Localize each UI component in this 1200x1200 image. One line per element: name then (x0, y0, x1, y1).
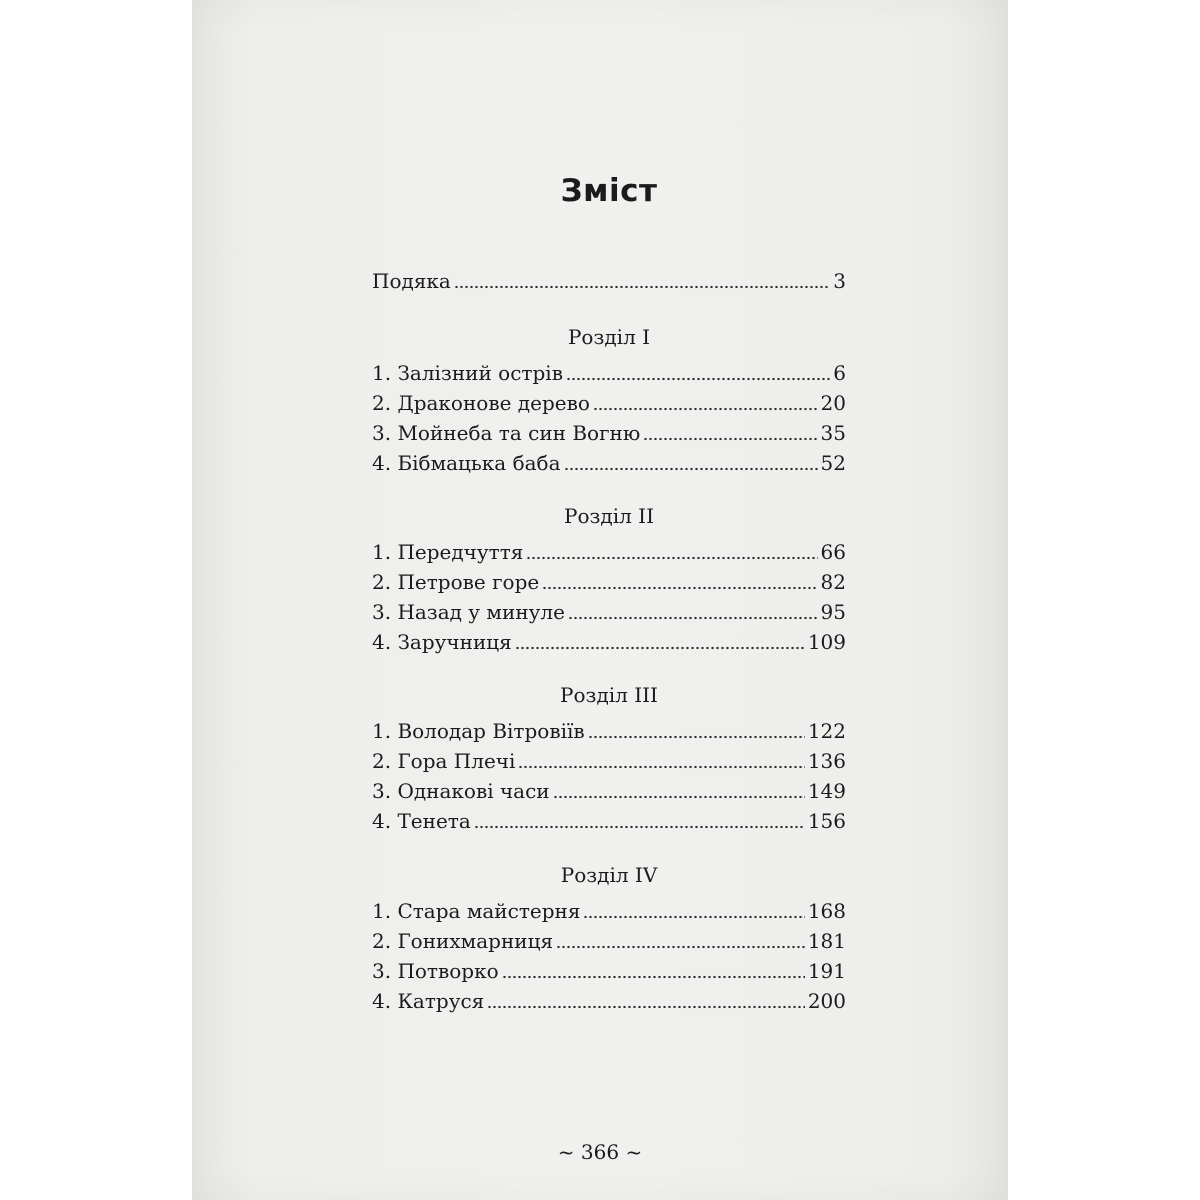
toc-entry-page: 156 (807, 809, 846, 833)
page-title: Зміст (560, 173, 658, 209)
toc-entry (372, 390, 846, 416)
toc-leader-dots (583, 914, 804, 920)
toc-entry (372, 718, 846, 744)
section-heading: Розділ III (560, 683, 658, 707)
toc-entry-page: 35 (820, 421, 846, 445)
toc-entry (372, 958, 846, 984)
toc-leader-dots (487, 1004, 805, 1010)
toc-entry (372, 539, 846, 565)
toc-leader-dots (643, 436, 817, 442)
toc-entry-label: 1. Залізний острів (372, 361, 563, 385)
toc-leader-dots (474, 824, 805, 830)
toc-entry (372, 898, 846, 924)
toc-entry-label: 4. Катруся (372, 989, 485, 1013)
toc-entry-label: 3. Потворко (372, 959, 499, 983)
page-number: ~ 366 ~ (557, 1140, 643, 1164)
toc-leader-dots (542, 585, 817, 591)
toc-entry-label: 3. Однакові часи (372, 779, 550, 803)
toc-entry (372, 450, 846, 476)
toc-entry-label: 1. Володар Вітровіїв (372, 719, 585, 743)
toc-entry-label: 1. Стара майстерня (372, 899, 581, 923)
toc-leader-dots (502, 974, 805, 980)
toc-entry-page: 82 (820, 570, 846, 594)
toc-entry-label: 4. Заручниця (372, 630, 512, 654)
toc-leader-dots (454, 284, 830, 290)
toc-entry (372, 928, 846, 954)
toc-leader-dots (518, 764, 804, 770)
toc-entry-page: 109 (807, 630, 846, 654)
toc-entry-page: 200 (807, 989, 846, 1013)
toc-leader-dots (553, 794, 805, 800)
toc-leader-dots (515, 645, 805, 651)
toc-entry-page: 95 (820, 600, 846, 624)
toc-leader-dots (526, 555, 817, 561)
toc-leader-dots (564, 466, 818, 472)
toc-entry-label: 4. Тенета (372, 809, 471, 833)
toc-entry (372, 360, 846, 386)
toc-leader-dots (588, 734, 805, 740)
toc-entry-page: 52 (820, 451, 846, 475)
section-heading: Розділ IV (560, 863, 658, 887)
toc-leader-dots (568, 615, 818, 621)
toc-entry (372, 420, 846, 446)
section-heading: Розділ II (564, 504, 654, 528)
toc-entry-page: 149 (807, 779, 846, 803)
toc-entry (372, 569, 846, 595)
toc-entry-label: 2. Петрове горе (372, 570, 540, 594)
toc-leader-dots (556, 944, 805, 950)
toc-entry-page: 66 (820, 540, 846, 564)
toc-entry (372, 808, 846, 834)
toc-leader-dots (566, 376, 830, 382)
toc-entry-label: 2. Гонихмарниця (372, 929, 554, 953)
toc-entry-page: 122 (807, 719, 846, 743)
toc-entry-page: 168 (807, 899, 846, 923)
toc-entry-page: 20 (820, 391, 846, 415)
toc-entry-label: 2. Драконове дерево (372, 391, 590, 415)
toc-entry (372, 748, 846, 774)
toc-entry-page: 191 (807, 959, 846, 983)
toc-entry-page: 6 (833, 361, 846, 385)
toc-entry-page: 3 (833, 269, 846, 293)
toc-entry-page: 136 (807, 749, 846, 773)
toc-entry (372, 778, 846, 804)
toc-entry-label: Подяка (372, 269, 451, 293)
toc-entry (372, 988, 846, 1014)
toc-entry-label: 1. Передчуття (372, 540, 524, 564)
toc-entry-acknowledgements (372, 268, 846, 294)
toc-entry-label: 3. Мойнеба та син Вогню (372, 421, 641, 445)
toc-entry (372, 599, 846, 625)
section-heading: Розділ I (567, 325, 651, 349)
toc-entry-page: 181 (807, 929, 846, 953)
toc-entry-label: 2. Гора Плечі (372, 749, 516, 773)
toc-entry-label: 3. Назад у минуле (372, 600, 565, 624)
toc-entry (372, 629, 846, 655)
toc-leader-dots (593, 406, 818, 412)
toc-entry-label: 4. Бібмацька баба (372, 451, 561, 475)
